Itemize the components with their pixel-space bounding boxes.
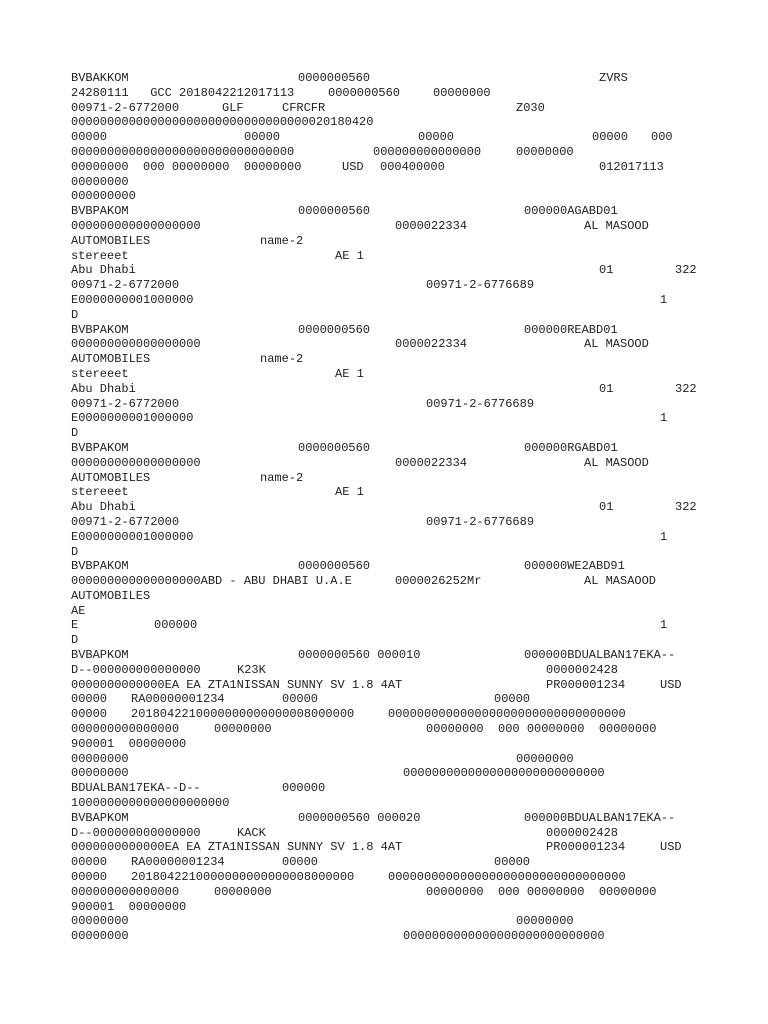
record-line — [71, 692, 711, 707]
record-field: CFRCFR — [282, 100, 326, 115]
record-line — [71, 456, 711, 471]
record-field: 0000000560 — [298, 559, 371, 574]
record-field: 00971-2-6776689 — [426, 278, 535, 293]
record-line — [71, 574, 711, 589]
record-field: 0000026252Mr — [395, 574, 482, 589]
record-field: 00000 — [244, 130, 281, 145]
record-field: PR000001234 — [546, 840, 626, 855]
record-line — [71, 411, 711, 426]
record-field: 01 — [599, 500, 614, 515]
record-line — [71, 707, 711, 722]
record-field: 00000000 000 00000000 00000000 — [71, 159, 302, 174]
record-field: 00000 — [71, 870, 108, 885]
record-line — [71, 781, 711, 796]
record-field: AUTOMOBILES — [71, 470, 151, 485]
record-line — [71, 618, 711, 633]
record-field: 00000000 000 00000000 00000000 — [426, 722, 657, 737]
record-field: 00000 — [282, 692, 319, 707]
record-field: 00000000 — [71, 914, 129, 929]
record-field: AE — [71, 603, 86, 618]
record-line — [71, 648, 711, 663]
record-field: RA00000001234 — [131, 855, 225, 870]
record-field: AE 1 — [335, 485, 364, 500]
record-line — [71, 160, 711, 175]
record-line — [71, 530, 711, 545]
record-field: 000 — [651, 130, 673, 145]
record-line — [71, 426, 711, 441]
record-line — [71, 337, 711, 352]
record-field: 00000000 — [433, 85, 491, 100]
record-line — [71, 308, 711, 323]
record-line — [71, 766, 711, 781]
record-field: 00000 — [418, 130, 455, 145]
record-field: 0000000000000000000000000000000 — [71, 144, 295, 159]
record-line — [71, 633, 711, 648]
record-field: 24280111 GCC 2018042212017113 — [71, 85, 295, 100]
record-field: D--000000000000000 — [71, 825, 201, 840]
record-field: 000000BDUALBAN17EKA-- — [524, 648, 676, 663]
record-field: 0000000560 000020 — [298, 810, 421, 825]
record-field: 00971-2-6772000 — [71, 278, 180, 293]
record-line — [71, 397, 711, 412]
record-field: stereeet — [71, 366, 129, 381]
record-field: PR000001234 — [546, 677, 626, 692]
record-field: 0000000560 000010 — [298, 648, 421, 663]
record-line — [71, 796, 711, 811]
record-field: AL MASAOOD — [584, 574, 657, 589]
record-field: AL MASOOD — [584, 455, 649, 470]
record-field: 322 — [675, 500, 697, 515]
record-line — [71, 352, 711, 367]
record-line — [71, 145, 711, 160]
record-line — [71, 71, 711, 86]
record-field: 000000000000000 — [71, 722, 180, 737]
record-field: BVBPAKOM — [71, 204, 129, 219]
record-line — [71, 323, 711, 338]
record-field: 00000 — [592, 130, 629, 145]
record-field: K23K — [237, 662, 266, 677]
record-line — [71, 589, 711, 604]
record-line — [71, 293, 711, 308]
record-field: 000400000 — [380, 159, 445, 174]
record-field: BVBPAKOM — [71, 559, 129, 574]
record-field: 00000 — [282, 855, 319, 870]
record-field: name-2 — [260, 233, 304, 248]
record-field: name-2 — [260, 352, 304, 367]
record-line — [71, 367, 711, 382]
record-field: E0000000001000000 — [71, 411, 194, 426]
record-field: 000000000 — [71, 189, 136, 204]
record-line — [71, 175, 711, 190]
record-field: 00000 — [494, 692, 531, 707]
record-field: BVBPAKOM — [71, 322, 129, 337]
record-field: 000000RGABD01 — [524, 440, 618, 455]
record-line — [71, 840, 711, 855]
record-field: 00000 — [71, 855, 108, 870]
record-field: AUTOMOBILES — [71, 588, 151, 603]
record-field: 1 — [660, 529, 668, 544]
record-line — [71, 559, 711, 574]
record-field: USD — [660, 677, 682, 692]
record-field: 0000000000000EA EA ZTA1NISSAN SUNNY SV 1.8 4AT — [71, 677, 403, 692]
record-field: Abu Dhabi — [71, 500, 136, 515]
record-line — [71, 86, 711, 101]
record-line — [71, 263, 711, 278]
record-field: AUTOMOBILES — [71, 233, 151, 248]
record-field: 00971-2-6772000 — [71, 514, 180, 529]
record-line — [71, 826, 711, 841]
record-line — [71, 382, 711, 397]
record-line — [71, 678, 711, 693]
record-field: E — [71, 618, 79, 633]
record-field: AL MASOOD — [584, 218, 649, 233]
record-line — [71, 722, 711, 737]
record-field: 00000 — [71, 130, 108, 145]
record-field: 00000000 — [214, 722, 272, 737]
record-field: D — [71, 633, 79, 648]
record-line — [71, 545, 711, 560]
record-field: 00971-2-6776689 — [426, 514, 535, 529]
record-field: 2018042210000000000000008000000 — [131, 707, 355, 722]
record-field: 000000000000000000000000000000000 — [388, 870, 626, 885]
record-line — [71, 278, 711, 293]
record-field: 0000000000000000000000000000 — [403, 766, 605, 781]
record-field: 00971-2-6776689 — [426, 396, 535, 411]
record-line — [71, 737, 711, 752]
record-line — [71, 471, 711, 486]
record-line — [71, 441, 711, 456]
record-field: Z030 — [516, 100, 545, 115]
record-field: 00000000 — [71, 766, 129, 781]
record-field: 000000 — [154, 618, 198, 633]
record-field: 00971-2-6772000 — [71, 396, 180, 411]
record-field: D — [71, 307, 79, 322]
record-line — [71, 101, 711, 116]
record-field: 000000REABD01 — [524, 322, 618, 337]
record-field: BVBAKKOM — [71, 71, 129, 85]
record-field: 00000000 — [516, 914, 574, 929]
record-field: 900001 00000000 — [71, 899, 187, 914]
record-line — [71, 914, 711, 929]
record-field: 00000 — [494, 855, 531, 870]
record-field: 1 — [660, 292, 668, 307]
record-field: AE 1 — [335, 248, 364, 263]
record-field: 0000002428 — [546, 662, 619, 677]
record-field: 00000000 — [214, 884, 272, 899]
record-line — [71, 929, 711, 944]
record-field: 1000000000000000000000 — [71, 796, 230, 811]
record-line — [71, 870, 711, 885]
record-line — [71, 500, 711, 515]
record-field: 00000 — [71, 692, 108, 707]
record-field: 0000022334 — [395, 218, 468, 233]
record-field: AUTOMOBILES — [71, 352, 151, 367]
record-field: 000000000000000000000000000000000 — [388, 707, 626, 722]
record-field: 1 — [660, 411, 668, 426]
record-field: 2018042210000000000000008000000 — [131, 870, 355, 885]
document-page — [71, 71, 711, 944]
record-field: 000000AGABD01 — [524, 204, 618, 219]
record-line — [71, 604, 711, 619]
record-field: 01 — [599, 263, 614, 278]
record-field: 00000000 — [71, 174, 129, 189]
record-field: 0000002428 — [546, 825, 619, 840]
record-field: USD — [342, 159, 364, 174]
record-field: 00000000 — [71, 929, 129, 944]
record-field: 0000022334 — [395, 337, 468, 352]
record-field: 000000000000000000 — [71, 337, 201, 352]
record-field: 0000000000000EA EA ZTA1NISSAN SUNNY SV 1.8 4AT — [71, 840, 403, 855]
record-field: 0000000560 — [298, 71, 371, 85]
record-field: 000000000000000000ABD - ABU DHABI U.A.E — [71, 574, 352, 589]
record-line — [71, 234, 711, 249]
record-field: 000000WE2ABD91 — [524, 559, 625, 574]
record-field: 000000000000000000 — [71, 218, 201, 233]
record-field: BVBAPKOM — [71, 648, 129, 663]
record-line — [71, 752, 711, 767]
record-field: 0000000000000000000000000000 — [403, 929, 605, 944]
record-field: AE 1 — [335, 366, 364, 381]
record-line — [71, 855, 711, 870]
record-field: 1 — [660, 618, 668, 633]
record-line — [71, 663, 711, 678]
record-field: ZVRS — [599, 71, 628, 85]
record-field: 900001 00000000 — [71, 736, 187, 751]
record-line — [71, 885, 711, 900]
record-line — [71, 900, 711, 915]
record-line — [71, 219, 711, 234]
record-field: 000000BDUALBAN17EKA-- — [524, 810, 676, 825]
record-field: 00000000 — [516, 144, 574, 159]
record-line — [71, 115, 711, 130]
record-line — [71, 204, 711, 219]
record-field: AL MASOOD — [584, 337, 649, 352]
record-field: 0000000560 — [298, 440, 371, 455]
record-line — [71, 515, 711, 530]
record-field: Abu Dhabi — [71, 381, 136, 396]
record-field: 000000000000000 — [373, 144, 482, 159]
record-field: BVBAPKOM — [71, 810, 129, 825]
record-field: D — [71, 544, 79, 559]
record-field: GLF — [222, 100, 244, 115]
record-field: BVBPAKOM — [71, 440, 129, 455]
record-field: E0000000001000000 — [71, 292, 194, 307]
record-field: 000000000000000000 — [71, 455, 201, 470]
record-field: D--000000000000000 — [71, 662, 201, 677]
record-field: 0000000560 — [298, 204, 371, 219]
record-field: Abu Dhabi — [71, 263, 136, 278]
record-field: 00971-2-6772000 — [71, 100, 180, 115]
record-field: BDUALBAN17EKA--D-- — [71, 781, 201, 796]
record-line — [71, 811, 711, 826]
record-field: 00000000 — [71, 751, 129, 766]
record-field: 0000000560 — [298, 322, 371, 337]
record-field: name-2 — [260, 470, 304, 485]
record-field: RA00000001234 — [131, 692, 225, 707]
record-field: 00000000 000 00000000 00000000 — [426, 884, 657, 899]
record-field: 012017113 — [599, 159, 664, 174]
record-field: 0000000560 — [328, 85, 401, 100]
record-field: E0000000001000000 — [71, 529, 194, 544]
record-field: 322 — [675, 263, 697, 278]
record-field: 00000 — [71, 707, 108, 722]
record-field: 0000022334 — [395, 455, 468, 470]
record-field: stereeet — [71, 485, 129, 500]
record-field: KACK — [237, 825, 266, 840]
record-field: 00000000 — [516, 751, 574, 766]
record-line — [71, 189, 711, 204]
record-line — [71, 485, 711, 500]
record-field: stereeet — [71, 248, 129, 263]
record-line — [71, 249, 711, 264]
record-line — [71, 130, 711, 145]
record-field: 000000 — [282, 781, 326, 796]
record-field: 322 — [675, 381, 697, 396]
record-field: D — [71, 426, 79, 441]
record-field: 01 — [599, 381, 614, 396]
record-field: USD — [660, 840, 682, 855]
record-field: 000000000000000 — [71, 884, 180, 899]
record-field: 000000000000000000000000000000000020180420 — [71, 115, 374, 130]
